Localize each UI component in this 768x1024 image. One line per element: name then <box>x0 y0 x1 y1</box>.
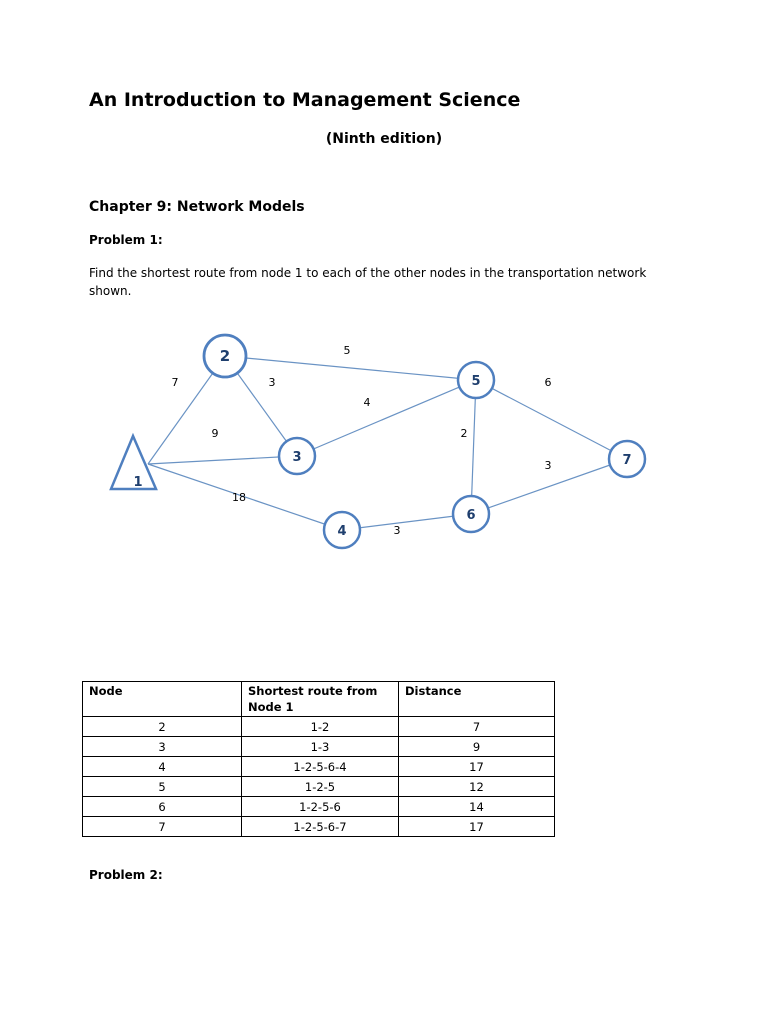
cell-route: 1-2-5-6 <box>242 797 399 817</box>
node-label-7: 7 <box>622 453 632 468</box>
chapter-heading: Chapter 9: Network Models <box>89 199 305 215</box>
header-distance: Distance <box>399 682 555 717</box>
edge-weight-1-2: 7 <box>171 376 179 389</box>
header-node: Node <box>83 682 242 717</box>
document-title: An Introduction to Management Science <box>89 89 521 111</box>
node-label-5: 5 <box>471 374 481 389</box>
cell-distance: 9 <box>399 737 555 757</box>
table-row <box>83 777 555 797</box>
header-route: Shortest route from Node 1 <box>242 682 399 717</box>
shortest-route-table <box>82 681 555 837</box>
table-row <box>83 717 555 737</box>
edge-weight-3-5: 4 <box>363 396 371 409</box>
edge-weight-5-7: 6 <box>544 376 552 389</box>
problem-2-heading: Problem 2: <box>89 868 163 882</box>
edge-2-5 <box>225 356 476 380</box>
cell-distance: 17 <box>399 817 555 837</box>
cell-node: 2 <box>83 717 242 737</box>
table-row <box>83 817 555 837</box>
edge-weight-2-5: 5 <box>343 344 351 357</box>
cell-distance: 17 <box>399 757 555 777</box>
edge-weight-4-6: 3 <box>393 524 401 537</box>
node-label-3: 3 <box>292 450 302 465</box>
table-row <box>83 757 555 777</box>
edge-3-5 <box>297 380 476 456</box>
edition-text: (Ninth edition) <box>325 131 443 147</box>
cell-route: 1-2-5-6-4 <box>242 757 399 777</box>
node-label-4: 4 <box>337 524 347 539</box>
node-label-1: 1 <box>133 475 143 490</box>
problem-1-heading: Problem 1: <box>89 233 163 247</box>
node-label-2: 2 <box>219 347 231 365</box>
table-row <box>83 797 555 817</box>
edge-weight-5-6: 2 <box>460 427 468 440</box>
cell-route: 1-3 <box>242 737 399 757</box>
cell-route: 1-2-5-6-7 <box>242 817 399 837</box>
edge-weight-1-4: 18 <box>232 491 246 504</box>
cell-distance: 12 <box>399 777 555 797</box>
edge-weight-1-3: 9 <box>211 427 219 440</box>
edge-weight-2-3: 3 <box>268 376 276 389</box>
edge-4-6 <box>342 514 471 530</box>
edge-5-6 <box>471 380 476 514</box>
cell-node: 7 <box>83 817 242 837</box>
cell-node: 6 <box>83 797 242 817</box>
node-label-6: 6 <box>466 508 476 523</box>
edge-weight-6-7: 3 <box>544 459 552 472</box>
cell-node: 3 <box>83 737 242 757</box>
table-header-row <box>83 682 555 717</box>
table-row <box>83 737 555 757</box>
cell-route: 1-2 <box>242 717 399 737</box>
problem-1-statement: Find the shortest route from node 1 to each of the other nodes in the transportation network shown. <box>89 266 647 298</box>
cell-node: 4 <box>83 757 242 777</box>
cell-distance: 7 <box>399 717 555 737</box>
cell-distance: 14 <box>399 797 555 817</box>
cell-node: 5 <box>83 777 242 797</box>
edge-1-3 <box>148 456 297 464</box>
edge-5-7 <box>476 380 627 459</box>
cell-route: 1-2-5 <box>242 777 399 797</box>
